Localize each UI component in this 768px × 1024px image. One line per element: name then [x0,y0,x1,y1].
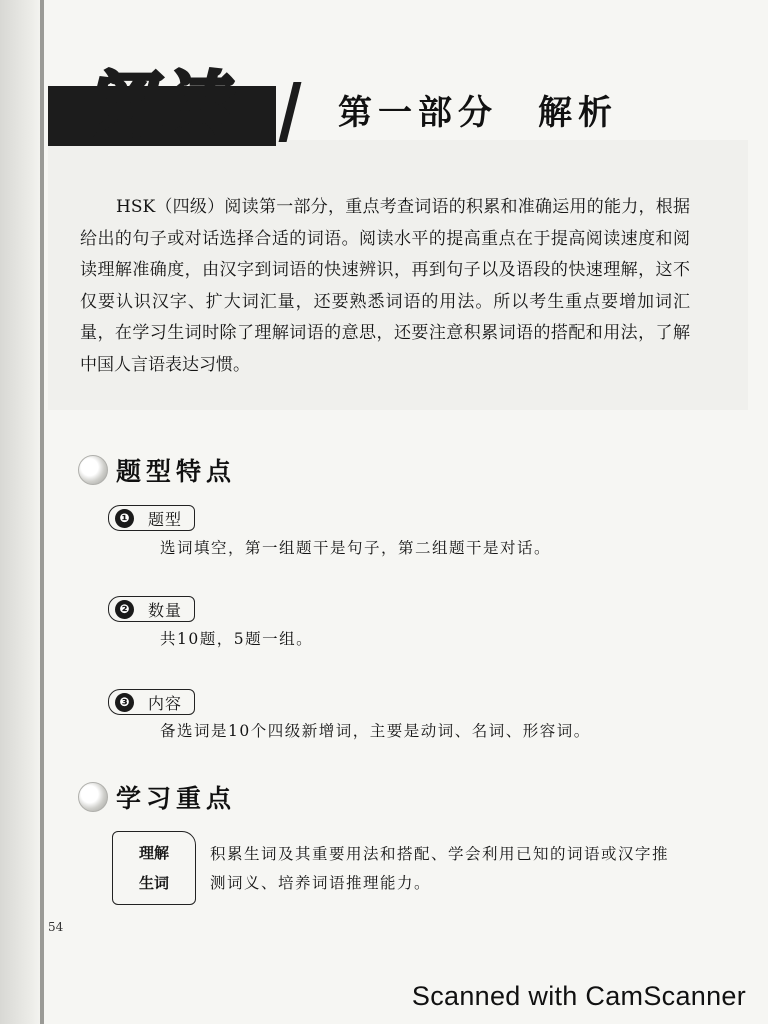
feature-tag-label: 题型 [148,509,183,529]
number-two-icon: ❷ [115,600,134,619]
book-spine [40,0,44,1024]
title-part: 第一部分 [338,93,498,133]
title-sub: 解析 [538,93,618,133]
feature-tag-type [108,505,195,531]
feature-tag-label: 内容 [148,693,183,713]
feature-desc-type: 选词填空，第一组题干是句子，第二组题干是对话。 [160,539,552,557]
focus-heading [78,777,236,817]
circle-bullet-icon [78,455,108,485]
feature-desc-quantity: 共10题，5题一组。 [160,630,314,648]
feature-tag-label: 数量 [148,600,183,620]
feature-tag-content [108,689,195,715]
number-one-icon: ❶ [115,509,134,528]
features-heading [78,450,236,490]
feature-desc-content: 备选词是10个四级新增词，主要是动词、名词、形容词。 [160,722,591,740]
reading-logo: 阅读 [82,64,230,146]
focus-description: 积累生词及其重要用法和搭配、学会利用已知的词语或汉字推测词义、培养词语推理能力。 [210,845,670,892]
scanner-watermark: Scanned with CamScanner [411,981,746,1011]
focus-box-line2: 生词 [138,874,169,892]
focus-box-line1: 理解 [138,844,169,862]
number-three-icon: ❸ [115,693,134,712]
focus-label-box [112,831,196,905]
intro-paragraph: HSK（四级）阅读第一部分，重点考查词语的积累和准确运用的能力，根据给出的句子或对话选择合适的词语。阅读水平的提高重点在于提高阅读速度和阅读理解准确度，由汉字到词语的快速辨识，再到句子以及语段的快速理解，这不仅要认识汉字、扩大词汇量，还要熟悉词语的用法。所以考生重点要增加词汇量，在学习生词时除了理解词语的意思，还要注意积累词语的搭配和用法，了解中国人言语表达习惯。 [80,197,690,375]
page-gutter-shade [0,0,44,1024]
page-title [338,86,698,146]
feature-tag-quantity [108,596,195,622]
focus-heading-text: 学习重点 [116,784,237,813]
page-number: 54 [48,920,64,934]
features-heading-text: 题型特点 [116,457,237,486]
circle-bullet-icon [78,782,108,812]
